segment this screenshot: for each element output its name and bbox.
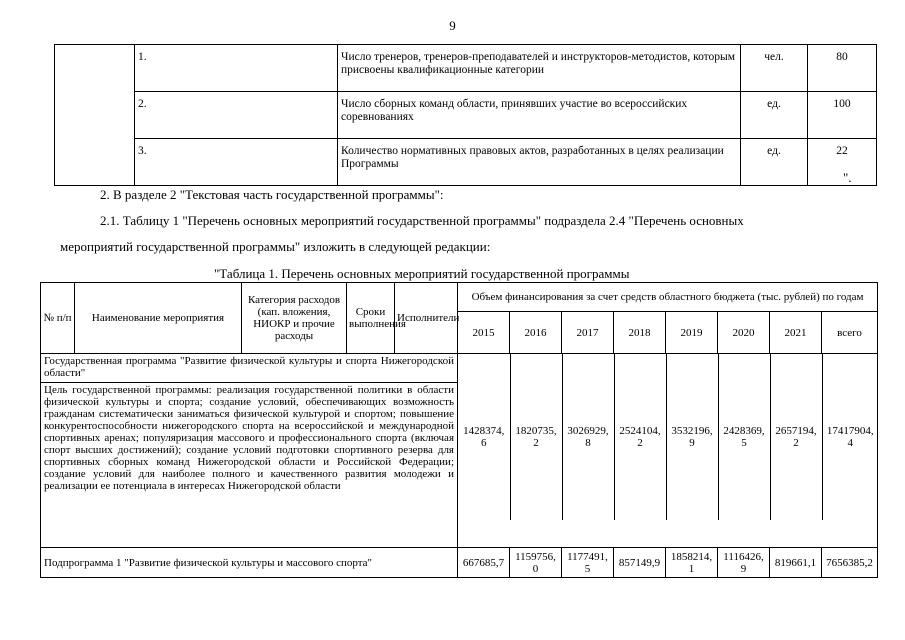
indicators-table (54, 44, 877, 186)
subprogram-value: 857149,9 (614, 548, 666, 578)
indicator-unit: чел. (741, 45, 808, 92)
indicator-number: 1. (135, 45, 338, 92)
program-value: 2657194,2 (770, 354, 822, 520)
quote-end-mark: ". (843, 170, 852, 185)
indicator-unit: ед. (741, 92, 808, 139)
activities-table (40, 282, 878, 578)
indicator-value: 22 (808, 139, 877, 186)
program-values (458, 354, 878, 520)
subprogram-value: 7656385,2 (822, 548, 878, 578)
indicator-unit: ед. (741, 139, 808, 186)
header-category: Категория расходов (кап. вложения, НИОКР и прочие расходы (242, 283, 347, 354)
indicator-value: 80 (808, 45, 877, 92)
header-year: 2017 (562, 312, 614, 354)
header-year: 2020 (718, 312, 770, 354)
program-value: 2524104,2 (614, 354, 666, 520)
header-year: 2021 (770, 312, 822, 354)
header-year: 2016 (510, 312, 562, 354)
indicator-row (55, 92, 877, 139)
paragraph-2-1-line-2: мероприятий государственной программы" изложить в следующей редакции: (60, 239, 491, 254)
indicator-number: 3. (135, 139, 338, 186)
header-year: 2015 (458, 312, 510, 354)
header-name: Наименование мероприятия (75, 283, 242, 354)
indicator-row (55, 139, 877, 186)
program-value: 3026929,8 (562, 354, 614, 520)
goal-row-text: Цель государственной программы: реализация государственной политики в области физической культуры и спорта; создание условий, обеспечивающих возможность гражданам систематически заниматься физической культурой и спортом; повышение конкурентоспособности нижегородского спорта на всероссийской и международной спортивных аренах; популяризация массового и профессионального спорта (включая спорт высших достижений); создание условий подготовки спортивного резерва для спортивных сборных команд Нижегородской области и Российской Федерации; создание условий для наиболее полного и качественного развития молодежи и реализации ее потенциала в интересах Нижегородской области (41, 383, 458, 548)
program-value: 1820735,2 (510, 354, 562, 520)
program-value: 3532196,9 (666, 354, 718, 520)
header-year: всего (822, 312, 878, 354)
program-value: 17417904,4 (822, 354, 878, 520)
indicator-text: Количество нормативных правовых актов, разработанных в целях реализации Программы (338, 139, 741, 186)
subprogram-row-title: Подпрограмма 1 "Развитие физической культуры и массового спорта" (41, 548, 458, 578)
indicator-row (55, 45, 877, 92)
subprogram-value: 667685,7 (458, 548, 510, 578)
header-year: 2018 (614, 312, 666, 354)
subprogram-value: 819661,1 (770, 548, 822, 578)
program-values-cell (458, 354, 878, 548)
header-num: № п/п (41, 283, 75, 354)
header-terms: Сроки выполнения (347, 283, 395, 354)
header-funding: Объем финансирования за счет средств областного бюджета (тыс. рублей) по годам (458, 283, 878, 312)
indicator-blank (55, 45, 135, 186)
subprogram-value: 1116426,9 (718, 548, 770, 578)
page-number: 9 (449, 18, 456, 33)
subprogram-value: 1858214,1 (666, 548, 718, 578)
paragraph-section-2: 2. В разделе 2 "Текстовая часть государственной программы": (100, 187, 444, 202)
program-value: 1428374,6 (458, 354, 510, 520)
header-executors: Исполнители (395, 283, 458, 354)
program-value: 2428369,5 (718, 354, 770, 520)
paragraph-2-1-line-1: 2.1. Таблицу 1 "Перечень основных мероприятий государственной программы" подраздела 2.4 "Перечень основных (100, 213, 744, 228)
table-caption: "Таблица 1. Перечень основных мероприятий государственной программы (214, 266, 630, 281)
indicator-text: Число тренеров, тренеров-преподавателей и инструкторов-методистов, которым присвоены квалификационные категории (338, 45, 741, 92)
header-year: 2019 (666, 312, 718, 354)
program-row-title: Государственная программа "Развитие физической культуры и спорта Нижегородской области" (41, 354, 458, 383)
indicator-number: 2. (135, 92, 338, 139)
indicator-text: Число сборных команд области, принявших участие во всероссийских соревнованиях (338, 92, 741, 139)
subprogram-value: 1159756,0 (510, 548, 562, 578)
indicator-value: 100 (808, 92, 877, 139)
subprogram-value: 1177491,5 (562, 548, 614, 578)
